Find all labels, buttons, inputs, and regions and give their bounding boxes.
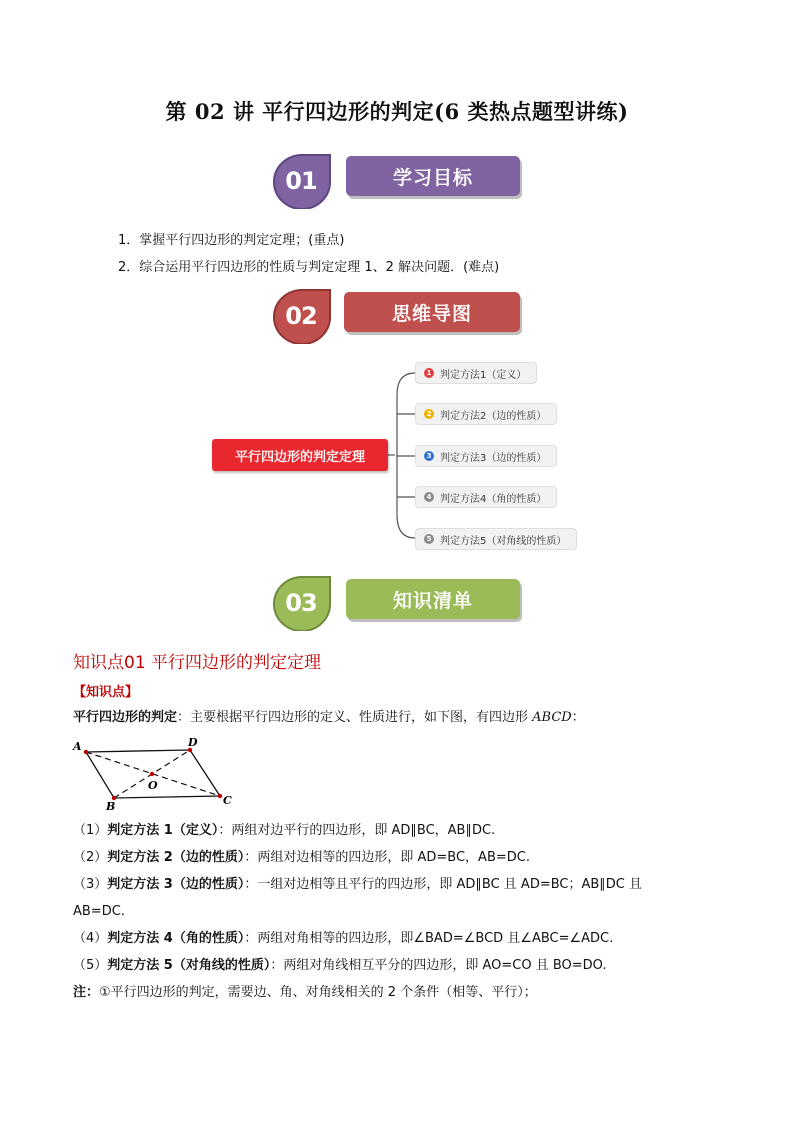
section-number: 02: [285, 302, 317, 330]
section-badge-03: [270, 575, 332, 631]
method-title: 判定方法 5（对角线的性质）: [107, 958, 271, 973]
number-circle-icon: 1: [424, 368, 434, 378]
section-badge-02: [270, 288, 332, 344]
number-circle-icon: 3: [424, 451, 434, 461]
number-circle-icon: 2: [424, 409, 434, 419]
method-text: AB=DC.: [73, 904, 125, 919]
method-text: ：一组对边相等且平行的四边形，即 AD∥BC 且 AD=BC；AB∥DC 且: [244, 877, 643, 892]
mindmap-center-node: 平行四边形的判定定理: [212, 439, 388, 471]
method-prefix: （3）: [73, 877, 108, 892]
section-number: 03: [285, 589, 317, 617]
method-text: ：两组对角线相互平分的四边形，即 AO=CO 且 BO=DO.: [270, 958, 607, 973]
knowledge-heading: 知识点01 平行四边形的判定定理: [73, 653, 322, 673]
method-line-3: [73, 872, 733, 898]
method-line-3-cont: [73, 899, 733, 925]
center-label-o: O: [148, 779, 158, 792]
section-banner-knowledge: 知识清单: [346, 579, 520, 619]
section-banner-goals: 学习目标: [346, 156, 520, 196]
method-prefix: （2）: [73, 850, 108, 865]
page-title: 第 02 讲 平行四边形的判定(6 类热点题型讲练): [165, 99, 629, 124]
method-text: ：两组对角相等的四边形，即∠BAD=∠BCD 且∠ABC=∠ADC.: [244, 931, 614, 946]
section-number: 01: [285, 167, 317, 195]
method-line-1: [73, 818, 733, 844]
method-line-5: [73, 953, 733, 979]
method-line-2: [73, 845, 733, 871]
note-label: 注：: [73, 985, 100, 1000]
section-badge-01: [270, 153, 332, 209]
number-circle-icon: 5: [424, 534, 434, 544]
mindmap-node-2: [415, 403, 557, 425]
mindmap-node-label: 判定方法3（边的性质）: [440, 452, 547, 464]
method-prefix: （5）: [73, 958, 108, 973]
knowledge-tag: 【知识点】: [73, 685, 139, 700]
method-prefix: （1）: [73, 823, 108, 838]
mindmap-node-label: 判定方法5（对角线的性质）: [440, 535, 567, 547]
vertex-label-d: D: [188, 736, 198, 749]
number-circle-icon: 4: [424, 492, 434, 502]
method-title: 判定方法 2（边的性质）: [107, 850, 245, 865]
method-line-4: [73, 926, 733, 952]
mindmap-node-1: [415, 362, 537, 384]
vertex-label-c: C: [223, 794, 232, 807]
mindmap-node-4: [415, 486, 557, 508]
mindmap-node-3: [415, 445, 557, 467]
note-text: ①平行四边形的判定，需要边、角、对角线相关的 2 个条件（相等、平行）；: [99, 985, 537, 1000]
intro-text: ：主要根据平行四边形的定义、性质进行，如下图，有四边形: [177, 710, 533, 725]
intro-italic: ABCD: [532, 710, 572, 725]
method-text: ：两组对边平行的四边形，即 AD∥BC，AB∥DC.: [218, 823, 496, 838]
mindmap-node-5: [415, 528, 577, 550]
method-prefix: （4）: [73, 931, 108, 946]
method-title: 判定方法 4（角的性质）: [107, 931, 245, 946]
vertex-label-a: A: [73, 740, 82, 753]
note-line: [73, 980, 733, 1006]
mindmap-node-label: 判定方法4（角的性质）: [440, 493, 547, 505]
intro-bold: 平行四边形的判定: [73, 710, 178, 725]
mindmap-node-label: 判定方法2（边的性质）: [440, 410, 547, 422]
goal-item: 2．综合运用平行四边形的性质与判定定理 1、2 解决问题．(难点): [118, 260, 500, 275]
vertex-label-b: B: [106, 800, 116, 813]
method-title: 判定方法 3（边的性质）: [107, 877, 245, 892]
mindmap-node-label: 判定方法1（定义）: [440, 369, 527, 381]
intro-end: ：: [571, 710, 585, 725]
parallelogram-figure: [70, 736, 240, 816]
method-title: 判定方法 1（定义）: [107, 823, 219, 838]
section-banner-mindmap: 思维导图: [344, 292, 520, 332]
goal-item: 1．掌握平行四边形的判定定理；(重点): [118, 233, 345, 248]
knowledge-intro: [73, 705, 733, 731]
method-text: ：两组对边相等的四边形，即 AD=BC，AB=DC.: [244, 850, 530, 865]
